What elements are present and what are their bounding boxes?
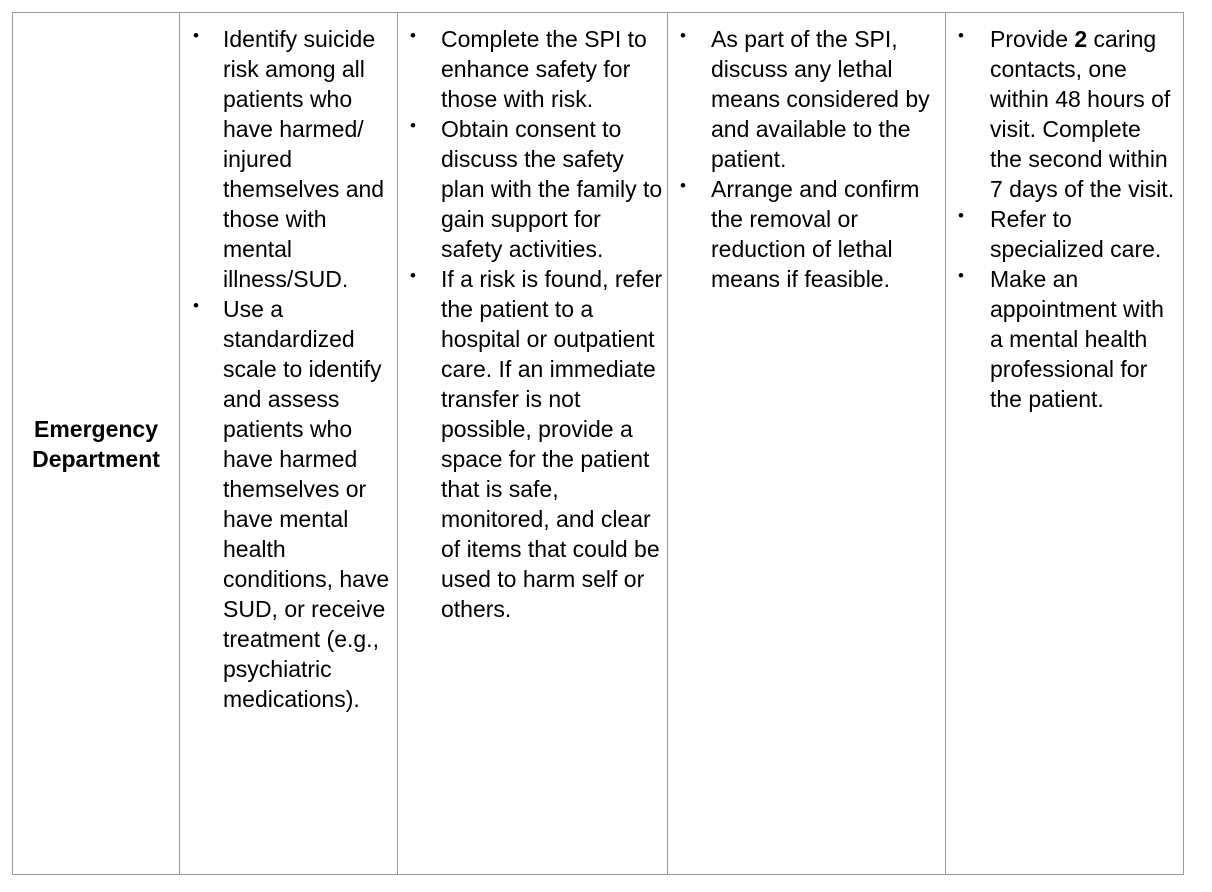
list-item-text: As part of the SPI, discuss any lethal means considered by and available to the patient. [711, 26, 930, 172]
table-row [13, 13, 1184, 875]
list-item-text: Make an appointment with a mental health professional for the patient. [990, 266, 1164, 412]
bullet-icon: • [410, 26, 416, 45]
column-2-cell [398, 13, 668, 875]
bullet-icon: • [193, 26, 199, 45]
bullet-icon: • [410, 266, 416, 285]
column-3-cell [668, 13, 946, 875]
list-item [668, 24, 941, 174]
list-item [180, 294, 393, 714]
emphasis-number: 2 [1074, 26, 1088, 52]
list-item-text: If a risk is found, refer the patient to a hospital or outpatient care. If an immediate transfer is not possible, provide a space for the patient that is safe, monitored, and clear of items that could be used to harm self or others. [441, 266, 663, 622]
bullet-icon: • [680, 176, 686, 195]
list-item-text: Arrange and confirm the removal or reduction of lethal means if feasible. [711, 176, 920, 292]
bullet-icon: • [410, 116, 416, 135]
list-item [398, 264, 663, 624]
list-item-text: Identify suicide risk among all patients who have harmed/ injured themselves and those with mental illness/SUD. [223, 26, 385, 292]
list-item-text: Complete the SPI to enhance safety for those with risk. [441, 26, 647, 112]
list-item-text: Use a standardized scale to identify and assess patients who have harmed themselves or have mental health conditions, have SUD, or receive treatment (e.g., psychiatric medications). [223, 296, 390, 712]
list-item [946, 204, 1179, 264]
list-item [668, 174, 941, 294]
column-4-list [946, 13, 1183, 414]
column-2-list [398, 13, 667, 624]
list-item [180, 24, 393, 294]
list-item [398, 24, 663, 114]
column-4-cell [946, 13, 1184, 875]
department-label: Emergency Department [32, 415, 160, 472]
column-1-cell [180, 13, 398, 875]
bullet-icon: • [193, 296, 199, 315]
bullet-icon: • [958, 266, 964, 285]
text-suffix: caring contacts, one within 48 hours of visit. Complete the second within 7 days of the visit. [990, 26, 1175, 202]
bullet-icon: • [680, 26, 686, 45]
bullet-icon: • [958, 206, 964, 225]
list-item-text: Refer to specialized care. [990, 206, 1162, 262]
list-item-text: Obtain consent to discuss the safety plan with the family to gain support for safety activities. [441, 116, 663, 262]
list-item [946, 264, 1179, 414]
row-header-cell [13, 13, 180, 875]
column-3-list [668, 13, 945, 294]
list-item-text [990, 26, 1174, 202]
bullet-icon: • [958, 26, 964, 45]
text-prefix: Provide [990, 26, 1075, 52]
list-item [946, 24, 1179, 204]
column-1-list [180, 13, 397, 714]
care-steps-table [12, 12, 1184, 875]
list-item [398, 114, 663, 264]
